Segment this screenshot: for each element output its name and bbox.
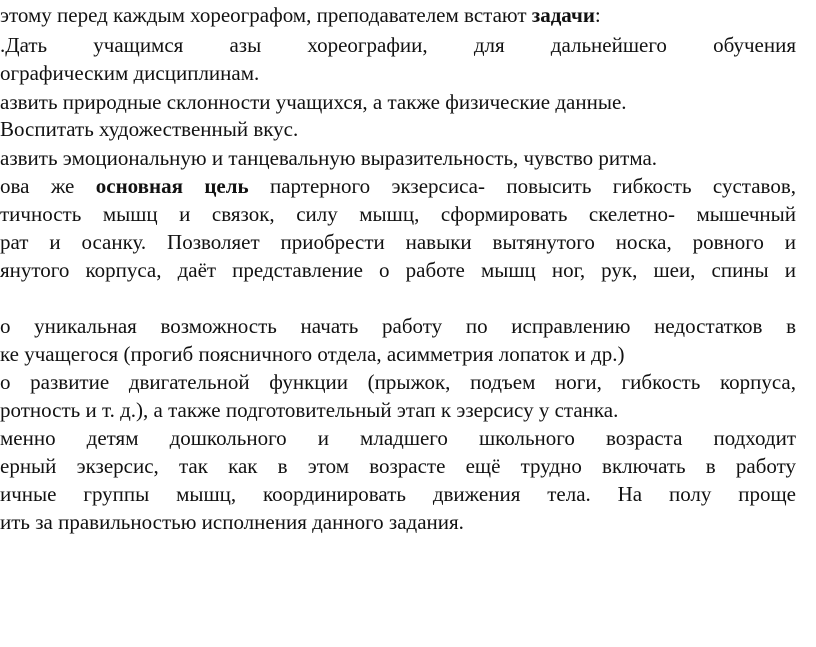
- text-line-5: Воспитать художественный вкус.: [0, 117, 299, 141]
- text-line-4: азвить природные склонности учащихся, а также физические данные.: [0, 90, 627, 114]
- bold-term-tasks: задачи: [531, 3, 595, 27]
- text-line-14: ротность и т. д.), а также подготовительный этап к эзерсису у станка.: [0, 398, 619, 422]
- text-line-1: этому перед каждым хореографом, преподавателем встают задачи:: [0, 3, 601, 27]
- text-line-11: о уникальная возможность начать работу по исправлению недостатков в: [0, 314, 796, 338]
- text-line-8: тичность мышц и связок, силу мышц, сформировать скелетно- мышечный: [0, 202, 796, 226]
- text-line-18: ить за правильностью исполнения данного задания.: [0, 510, 464, 534]
- text-line-6: азвить эмоциональную и танцевальную выразительность, чувство ритма.: [0, 146, 658, 170]
- text-line-9: рат и осанку. Позволяет приобрести навыки вытянутого носка, ровного и: [0, 230, 796, 254]
- text-line-7: ова же основная цель партерного экзерсиса- повысить гибкость суставов,: [0, 174, 796, 198]
- text-line-2: .Дать учащимся азы хореографии, для дальнейшего обучения: [0, 33, 796, 57]
- text-line-17: ичные группы мышц, координировать движения тела. На полу проще: [0, 482, 796, 506]
- text-line-10: янутого корпуса, даёт представление о работе мышц ног, рук, шеи, спины и: [0, 258, 796, 282]
- text-line-16: ерный экзерсис, так как в этом возрасте ещё трудно включать в работу: [0, 454, 796, 478]
- text-line-13: о развитие двигательной функции (прыжок, подъем ноги, гибкость корпуса,: [0, 370, 796, 394]
- text-line-12: ке учащегося (прогиб поясничного отдела, асимметрия лопаток и др.): [0, 342, 625, 366]
- text-line-15: менно детям дошкольного и младшего школьного возраста подходит: [0, 426, 796, 450]
- bold-term-main-goal: основная цель: [95, 174, 249, 198]
- text-line-3: ографическим дисциплинам.: [0, 61, 260, 85]
